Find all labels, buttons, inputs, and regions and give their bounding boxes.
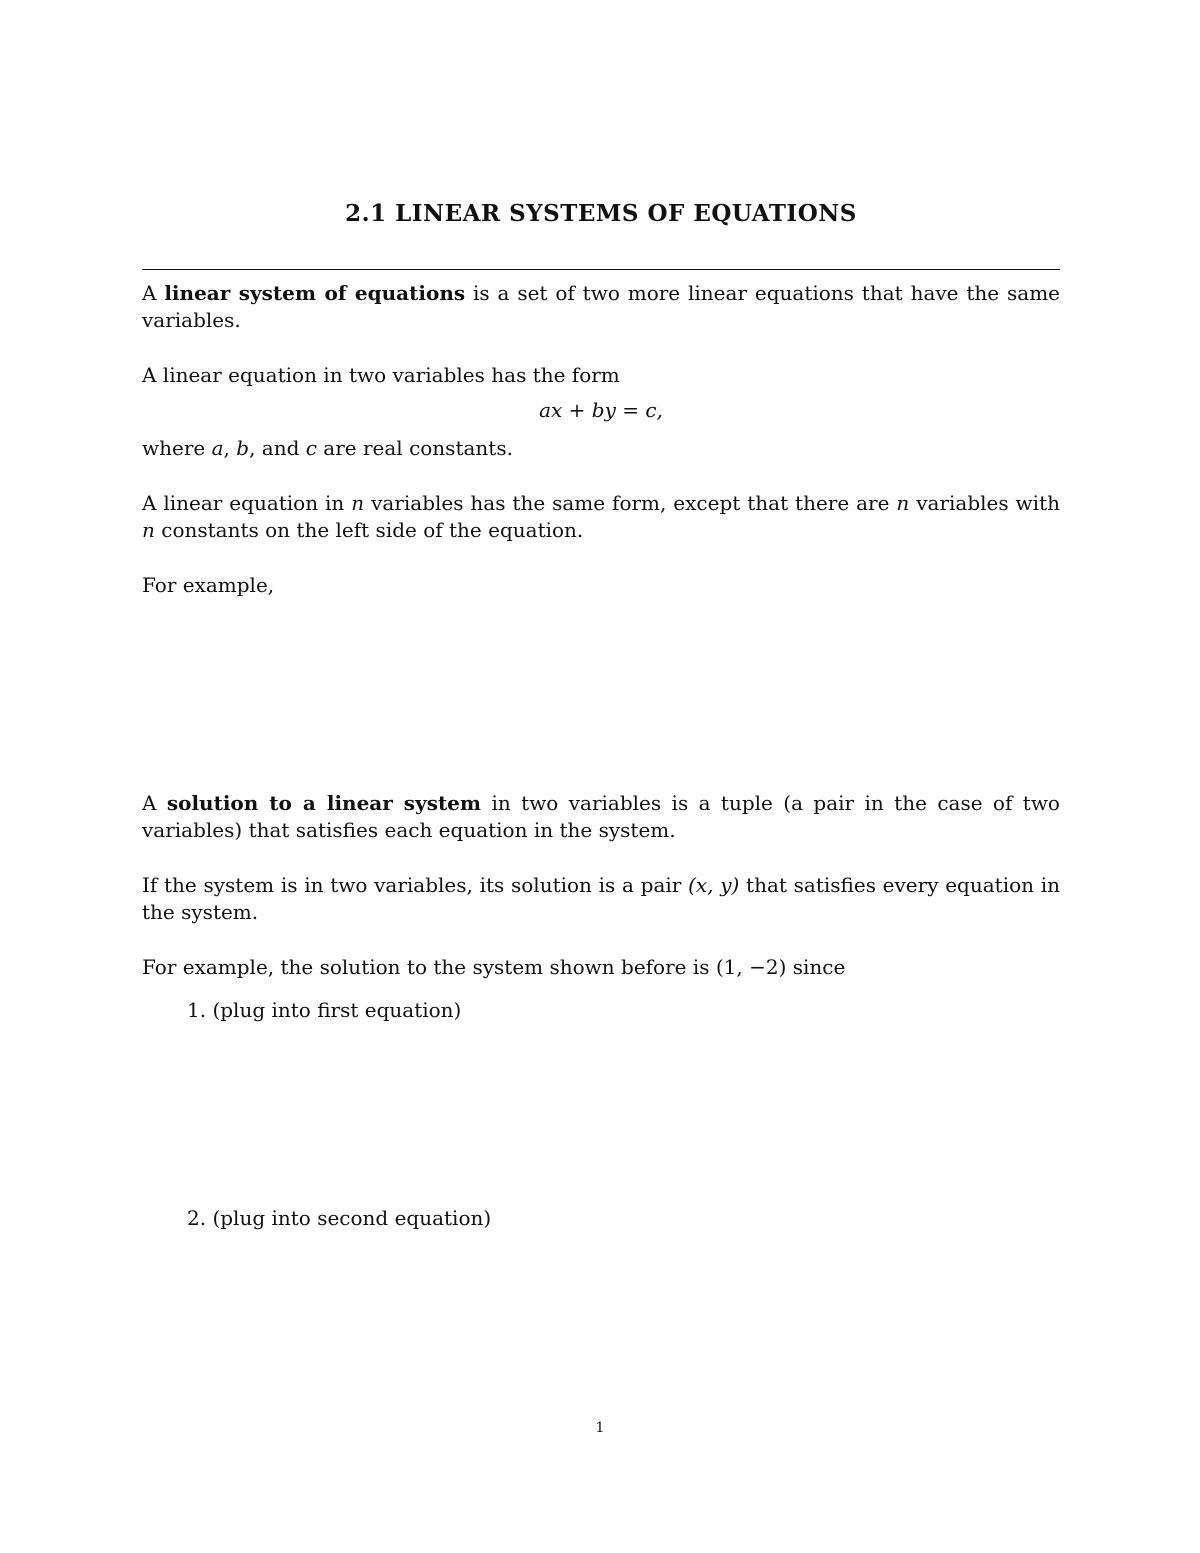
example-intro: For example, bbox=[142, 573, 275, 597]
sep-1: , bbox=[223, 436, 237, 460]
term-solution: solution to a linear system bbox=[166, 791, 482, 815]
general-linear-equation: ax + by = c, bbox=[539, 398, 663, 422]
step-1: 1. (plug into first equation) bbox=[187, 998, 462, 1022]
var-a: a bbox=[211, 436, 224, 460]
var-c: c bbox=[305, 436, 317, 460]
var-n-3: n bbox=[142, 518, 155, 542]
where-prefix: where bbox=[142, 436, 212, 460]
definition-rest: is a set of two more linear equations that have the same variables. bbox=[142, 281, 1060, 332]
solution-rest: in two variables is a tuple (a pair in the case of two variables) that satisfies each equation in the system. bbox=[142, 791, 1060, 842]
pair-part-1: If the system is in two variables, its solution is a pair bbox=[142, 873, 689, 897]
n-part-1: A linear equation in bbox=[142, 491, 352, 515]
var-n-2: n bbox=[896, 491, 910, 515]
definition-lead: A bbox=[142, 281, 165, 305]
solution-lead: A bbox=[142, 791, 167, 815]
where-suffix: are real constants. bbox=[316, 436, 513, 460]
two-var-intro: A linear equation in two variables has the form bbox=[142, 363, 620, 387]
definition-linear-system bbox=[142, 280, 1060, 334]
n-var-paragraph bbox=[142, 490, 1060, 544]
sep-2: , and bbox=[249, 436, 306, 460]
solution-example: For example, the solution to the system shown before is (1, −2) since bbox=[142, 955, 846, 979]
page-number: 1 bbox=[595, 1420, 605, 1436]
var-n-1: n bbox=[351, 491, 365, 515]
n-part-3: variables with bbox=[909, 491, 1060, 515]
pair-xy: (x, y) bbox=[688, 873, 740, 897]
title-divider bbox=[142, 269, 1060, 270]
step-2: 2. (plug into second equation) bbox=[187, 1206, 492, 1230]
definition-solution bbox=[142, 790, 1060, 844]
constants-sentence bbox=[142, 435, 1060, 462]
n-part-4: constants on the left side of the equation. bbox=[154, 518, 584, 542]
solution-pair-paragraph bbox=[142, 872, 1060, 926]
page-title: 2.1 LINEAR SYSTEMS OF EQUATIONS bbox=[345, 200, 857, 227]
var-b: b bbox=[236, 436, 250, 460]
pair-part-2: that satisfies every equation in the system. bbox=[142, 873, 1060, 924]
n-part-2: variables has the same form, except that there are bbox=[364, 491, 897, 515]
term-linear-system: linear system of equations bbox=[164, 281, 466, 305]
